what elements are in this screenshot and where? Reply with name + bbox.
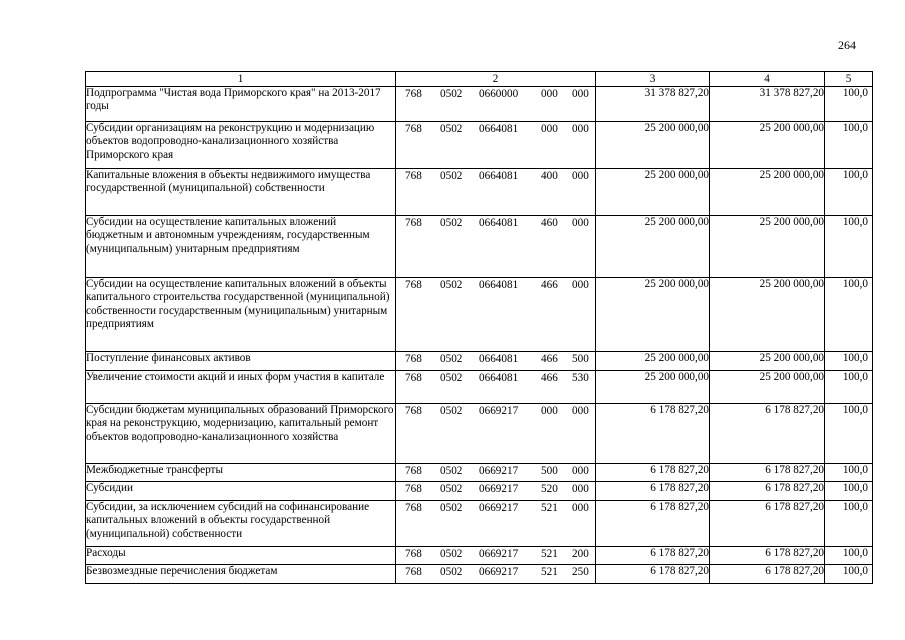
- row-name: Увеличение стоимости акций и иных форм участия в капитале: [86, 371, 396, 404]
- code-target: 0664081: [479, 372, 519, 384]
- code-operation: 000: [572, 405, 589, 417]
- code-operation: 250: [572, 566, 589, 578]
- code-target: 0669217: [479, 548, 519, 560]
- code-operation: 200: [572, 548, 589, 560]
- page-number: 264: [838, 38, 856, 52]
- header-col-3: 3: [596, 72, 710, 87]
- code-admin: 768: [405, 465, 422, 477]
- code-section: 0502: [440, 217, 463, 229]
- table-row: [86, 464, 873, 482]
- planned-amount: 6 178 827,20: [596, 565, 710, 584]
- code-operation: 000: [572, 502, 589, 514]
- code-target: 0669217: [479, 465, 519, 477]
- code-expense-type: 466: [541, 353, 558, 365]
- table-row: [86, 216, 873, 278]
- table-row: [86, 278, 873, 352]
- code-expense-type: 521: [541, 502, 558, 514]
- row-name: Субсидии на осуществление капитальных вложений бюджетным и автономным учреждениям, государственным (муниципальным) унитарным предприятиям: [86, 216, 396, 278]
- row-name: Капитальные вложения в объекты недвижимого имущества государственной (муниципальной) собственности: [86, 169, 396, 216]
- budget-table: [85, 71, 873, 584]
- code-operation: 000: [572, 170, 589, 182]
- code-section: 0502: [440, 279, 463, 291]
- row-codes: [396, 464, 596, 482]
- code-expense-type: 400: [541, 170, 558, 182]
- code-operation: 530: [572, 372, 589, 384]
- code-section: 0502: [440, 123, 463, 135]
- row-codes: [396, 501, 596, 547]
- code-section: 0502: [440, 483, 463, 495]
- execution-percent: 100,0: [825, 501, 873, 547]
- table-row: [86, 482, 873, 501]
- code-operation: 000: [572, 217, 589, 229]
- table-row: [86, 87, 873, 122]
- code-target: 0669217: [479, 566, 519, 578]
- executed-amount: 6 178 827,20: [710, 482, 825, 501]
- code-admin: 768: [405, 123, 422, 135]
- execution-percent: 100,0: [825, 464, 873, 482]
- row-codes: [396, 278, 596, 352]
- row-codes: [396, 169, 596, 216]
- code-expense-type: 466: [541, 279, 558, 291]
- code-expense-type: 000: [541, 405, 558, 417]
- table-row: [86, 169, 873, 216]
- row-name: Расходы: [86, 547, 396, 565]
- code-expense-type: 000: [541, 88, 558, 100]
- row-codes: [396, 352, 596, 371]
- code-operation: 000: [572, 465, 589, 477]
- code-target: 0664081: [479, 353, 519, 365]
- executed-amount: 6 178 827,20: [710, 501, 825, 547]
- code-admin: 768: [405, 279, 422, 291]
- planned-amount: 25 200 000,00: [596, 278, 710, 352]
- code-section: 0502: [440, 465, 463, 477]
- planned-amount: 6 178 827,20: [596, 404, 710, 464]
- executed-amount: 6 178 827,20: [710, 547, 825, 565]
- execution-percent: 100,0: [825, 371, 873, 404]
- code-admin: 768: [405, 372, 422, 384]
- execution-percent: 100,0: [825, 216, 873, 278]
- code-target: 0669217: [479, 502, 519, 514]
- row-codes: [396, 122, 596, 169]
- header-col-2: 2: [396, 72, 596, 87]
- executed-amount: 25 200 000,00: [710, 352, 825, 371]
- execution-percent: 100,0: [825, 482, 873, 501]
- code-section: 0502: [440, 353, 463, 365]
- row-name: Субсидии на осуществление капитальных вложений в объекты капитального строительства государственной (муниципальной) собственности государственным (муниципальным) унитарным предприятиям: [86, 278, 396, 352]
- row-name: Межбюджетные трансферты: [86, 464, 396, 482]
- planned-amount: 31 378 827,20: [596, 87, 710, 122]
- header-col-1: 1: [86, 72, 396, 87]
- executed-amount: 25 200 000,00: [710, 169, 825, 216]
- table-row: [86, 501, 873, 547]
- code-operation: 500: [572, 353, 589, 365]
- planned-amount: 25 200 000,00: [596, 122, 710, 169]
- code-target: 0664081: [479, 170, 519, 182]
- code-expense-type: 521: [541, 566, 558, 578]
- code-section: 0502: [440, 566, 463, 578]
- code-target: 0664081: [479, 279, 519, 291]
- execution-percent: 100,0: [825, 122, 873, 169]
- code-admin: 768: [405, 483, 422, 495]
- code-target: 0664081: [479, 217, 519, 229]
- planned-amount: 6 178 827,20: [596, 547, 710, 565]
- code-expense-type: 521: [541, 548, 558, 560]
- row-name: Подпрограмма "Чистая вода Приморского края" на 2013-2017 годы: [86, 87, 396, 122]
- code-admin: 768: [405, 217, 422, 229]
- table-row: [86, 352, 873, 371]
- row-name: Субсидии, за исключением субсидий на софинансирование капитальных вложений в объекты государственной (муниципальной) собственности: [86, 501, 396, 547]
- code-target: 0669217: [479, 405, 519, 417]
- code-expense-type: 500: [541, 465, 558, 477]
- row-name: Безвозмездные перечисления бюджетам: [86, 565, 396, 584]
- row-name: Субсидии: [86, 482, 396, 501]
- code-section: 0502: [440, 372, 463, 384]
- code-admin: 768: [405, 566, 422, 578]
- execution-percent: 100,0: [825, 352, 873, 371]
- code-expense-type: 460: [541, 217, 558, 229]
- code-target: 0664081: [479, 123, 519, 135]
- code-operation: 000: [572, 88, 589, 100]
- table-row: [86, 122, 873, 169]
- table-row: [86, 565, 873, 584]
- code-expense-type: 466: [541, 372, 558, 384]
- row-codes: [396, 371, 596, 404]
- row-codes: [396, 87, 596, 122]
- planned-amount: 6 178 827,20: [596, 464, 710, 482]
- executed-amount: 25 200 000,00: [710, 122, 825, 169]
- header-col-5: 5: [825, 72, 873, 87]
- execution-percent: 100,0: [825, 278, 873, 352]
- code-admin: 768: [405, 405, 422, 417]
- row-codes: [396, 547, 596, 565]
- header-col-4: 4: [710, 72, 825, 87]
- executed-amount: 6 178 827,20: [710, 404, 825, 464]
- code-admin: 768: [405, 170, 422, 182]
- row-codes: [396, 404, 596, 464]
- executed-amount: 25 200 000,00: [710, 371, 825, 404]
- code-admin: 768: [405, 548, 422, 560]
- table-row: [86, 404, 873, 464]
- row-name: Субсидии организациям на реконструкцию и модернизацию объектов водопроводно-канализационного хозяйства Приморского края: [86, 122, 396, 169]
- execution-percent: 100,0: [825, 547, 873, 565]
- code-section: 0502: [440, 502, 463, 514]
- row-codes: [396, 565, 596, 584]
- execution-percent: 100,0: [825, 565, 873, 584]
- code-admin: 768: [405, 88, 422, 100]
- code-section: 0502: [440, 548, 463, 560]
- planned-amount: 25 200 000,00: [596, 352, 710, 371]
- planned-amount: 25 200 000,00: [596, 216, 710, 278]
- executed-amount: 6 178 827,20: [710, 464, 825, 482]
- table-row: [86, 547, 873, 565]
- row-name: Поступление финансовых активов: [86, 352, 396, 371]
- code-section: 0502: [440, 170, 463, 182]
- execution-percent: 100,0: [825, 169, 873, 216]
- code-section: 0502: [440, 405, 463, 417]
- executed-amount: 25 200 000,00: [710, 278, 825, 352]
- code-expense-type: 000: [541, 123, 558, 135]
- planned-amount: 25 200 000,00: [596, 371, 710, 404]
- planned-amount: 25 200 000,00: [596, 169, 710, 216]
- table-row: [86, 371, 873, 404]
- row-codes: [396, 216, 596, 278]
- code-operation: 000: [572, 123, 589, 135]
- code-section: 0502: [440, 88, 463, 100]
- executed-amount: 6 178 827,20: [710, 565, 825, 584]
- executed-amount: 25 200 000,00: [710, 216, 825, 278]
- code-expense-type: 520: [541, 483, 558, 495]
- row-codes: [396, 482, 596, 501]
- planned-amount: 6 178 827,20: [596, 482, 710, 501]
- code-operation: 000: [572, 279, 589, 291]
- code-target: 0660000: [479, 88, 519, 100]
- planned-amount: 6 178 827,20: [596, 501, 710, 547]
- row-name: Субсидии бюджетам муниципальных образований Приморского края на реконструкцию, модернизацию, капитальный ремонт объектов водопроводно-канализационного хозяйства: [86, 404, 396, 464]
- code-admin: 768: [405, 353, 422, 365]
- code-target: 0669217: [479, 483, 519, 495]
- header-row: [86, 72, 873, 87]
- code-operation: 000: [572, 483, 589, 495]
- executed-amount: 31 378 827,20: [710, 87, 825, 122]
- execution-percent: 100,0: [825, 87, 873, 122]
- execution-percent: 100,0: [825, 404, 873, 464]
- code-admin: 768: [405, 502, 422, 514]
